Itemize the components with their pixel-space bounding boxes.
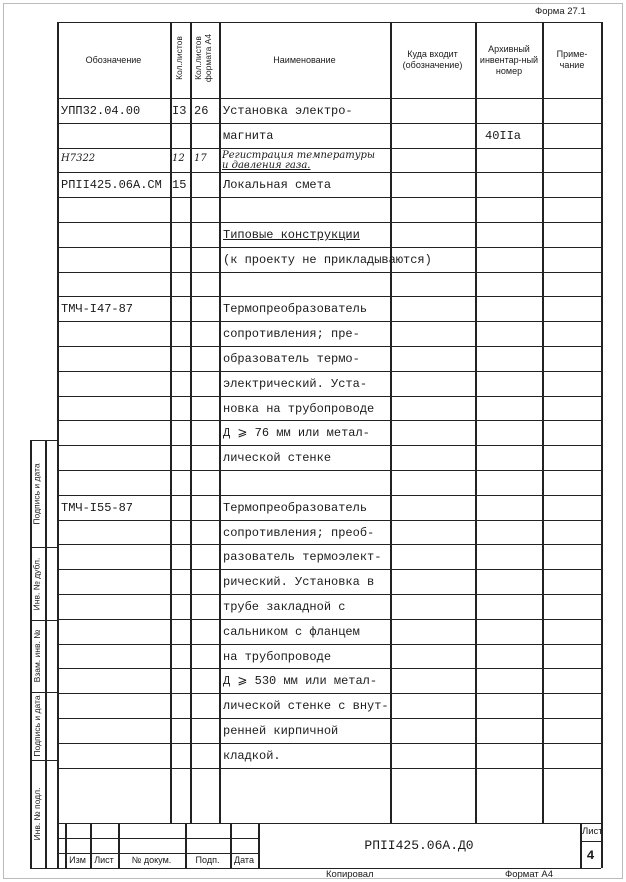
header-note: Приме-чание: [556, 49, 588, 70]
row-designation: ТМЧ-I55-87: [61, 500, 134, 515]
row-divider: [57, 495, 601, 496]
row-divider: [57, 619, 601, 620]
title-block-divider: [580, 823, 582, 868]
row-name: сальником с фланцем: [223, 624, 360, 639]
side-stamp-inner: [45, 440, 47, 868]
row-sheets-count: I3: [172, 104, 187, 118]
row-name: Установка электро-: [223, 104, 353, 118]
row-divider: [57, 520, 601, 521]
side-stamp-label: Инв. № подл.: [31, 787, 42, 841]
title-block-label: № докум.: [131, 855, 172, 865]
column-divider: [57, 22, 59, 823]
row-name: сопротивления; пре-: [223, 327, 360, 342]
row-name: трубе закладной с: [223, 600, 346, 614]
header-sheets-count: Кол.листов: [174, 36, 184, 80]
row-divider: [57, 420, 601, 421]
header-sheets-a4: Кол.листов формата А4: [193, 33, 213, 83]
row-divider: [57, 693, 601, 694]
sheet-number: 4: [586, 848, 595, 863]
header-archive-number: Архивный инвентар-ный номер: [479, 43, 539, 76]
row-name: Локальная смета: [223, 178, 332, 193]
row-divider: [57, 247, 601, 248]
row-designation: УПП32.04.00: [61, 104, 141, 118]
title-block-label: Изм: [69, 855, 86, 865]
row-divider: [57, 644, 601, 645]
sheet-label: Лист: [582, 826, 603, 837]
row-divider: [57, 470, 601, 471]
side-stamp-label: Подпись и дата: [31, 462, 42, 525]
row-divider: [57, 321, 601, 322]
side-stamp-label: Взам. инв. №: [31, 629, 42, 683]
row-divider: [57, 768, 601, 769]
row-divider: [57, 718, 601, 719]
row-divider: [57, 197, 601, 198]
row-divider: [57, 148, 601, 149]
row-divider: [57, 396, 601, 397]
row-name: лической стенке: [223, 451, 332, 466]
column-divider: [219, 22, 221, 823]
title-block-label: Дата: [234, 855, 254, 865]
row-name: разователь термоэлект-: [223, 550, 382, 565]
table-top-border: [57, 22, 601, 23]
row-divider: [57, 743, 601, 744]
header-where-used: Куда входит (обозначение): [402, 49, 463, 70]
row-divider: [57, 172, 601, 173]
header-bottom-border: [57, 98, 601, 99]
row-divider: [57, 668, 601, 669]
row-divider: [57, 594, 601, 595]
row-sheets-count: 12: [172, 152, 185, 164]
row-name: Типовые конструкции: [223, 228, 360, 242]
row-name-continued: и давления газа.: [222, 159, 311, 171]
row-divider: [57, 445, 601, 446]
row-name: кладкой.: [223, 748, 281, 763]
form-label: Форма 27.1: [535, 6, 586, 17]
row-sheets-a4: 17: [194, 152, 207, 164]
row-divider: [57, 569, 601, 570]
title-block-label: Лист: [94, 855, 114, 865]
row-name: Регистрация температуры: [222, 149, 376, 161]
row-divider: [57, 346, 601, 347]
row-name: сопротивления; преоб-: [223, 525, 375, 540]
column-divider: [601, 22, 603, 823]
row-designation: ТМЧ-I47-87: [61, 302, 134, 317]
row-divider: [57, 222, 601, 223]
title-block-row: [57, 853, 258, 854]
row-name: электрический. Уста-: [223, 376, 368, 391]
column-divider: [190, 22, 192, 823]
row-sheets-a4: 26: [194, 104, 209, 118]
row-divider: [57, 123, 601, 124]
header-name: Наименование: [273, 54, 336, 65]
row-name: ренней кирпичной: [223, 724, 339, 738]
row-name: Термопреобразователь: [223, 302, 368, 317]
page-border: [3, 3, 623, 879]
title-block-row: [57, 838, 258, 839]
row-name: новка на трубопроводе: [223, 401, 375, 416]
row-name: Д ⩾ 76 мм или метал-: [223, 426, 370, 441]
table-bottom-border: [57, 823, 601, 824]
row-designation: РПII425.06А.СМ: [61, 178, 162, 193]
row-name: рический. Установка в: [223, 575, 375, 590]
column-divider: [475, 22, 477, 823]
row-name: лической стенке с внут-: [223, 699, 389, 714]
side-stamp-label: Подпись и дата: [31, 695, 42, 757]
row-name: Термопреобразователь: [223, 500, 368, 515]
header-designation: Обозначение: [85, 54, 142, 65]
row-name: магнита: [223, 128, 274, 143]
row-divider: [57, 371, 601, 372]
row-divider: [57, 296, 601, 297]
side-stamp-label: Инв. № дубл.: [31, 557, 42, 610]
row-name: образователь термо-: [223, 352, 360, 366]
side-stamp-right: [57, 823, 59, 868]
column-divider: [170, 22, 172, 823]
format-label: Формат А4: [505, 869, 554, 880]
row-name: (к проекту не прикладываются): [223, 252, 432, 267]
title-block-right: [601, 823, 603, 868]
sheet-cell-divider: [580, 841, 601, 842]
column-divider: [390, 22, 392, 823]
row-sheets-count: 15: [172, 178, 187, 193]
copied-label: Копировал: [326, 869, 374, 880]
row-divider: [57, 272, 601, 273]
column-divider: [542, 22, 544, 823]
row-archive-number: 40IIa: [485, 128, 522, 143]
document-code: РПII425.06А.Д0: [364, 838, 474, 853]
title-block-divider: [258, 823, 260, 868]
title-block-label: Подп.: [195, 855, 220, 865]
side-stamp-bottom: [30, 868, 601, 869]
row-name: на трубопроводе: [223, 649, 332, 664]
row-name: Д ⩾ 530 мм или метал-: [223, 674, 378, 689]
row-divider: [57, 544, 601, 545]
row-designation: Н7322: [61, 152, 96, 164]
